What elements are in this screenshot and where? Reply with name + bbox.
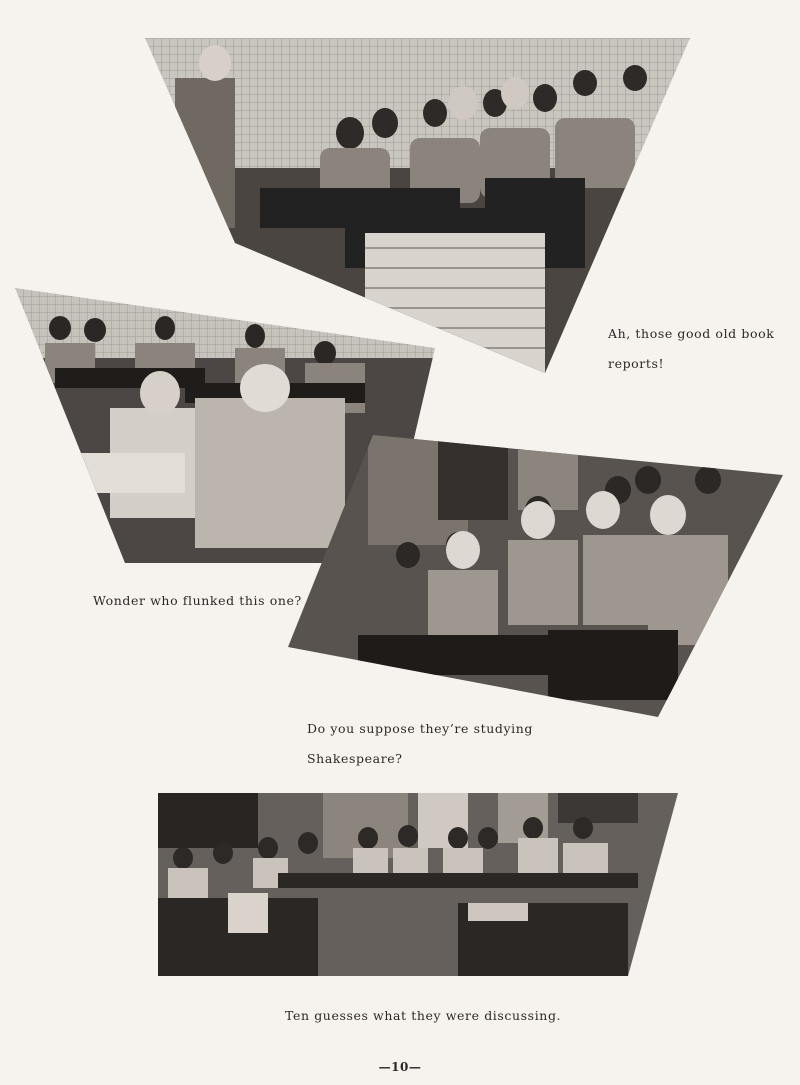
book-reports-caption — [608, 311, 783, 371]
discussion-caption — [285, 993, 585, 1023]
discussion-photo — [158, 793, 678, 978]
caption-line: Ten guesses what they were discussing. — [285, 1008, 562, 1023]
caption-line: Ah, those good old book — [608, 326, 775, 341]
caption-line: Do you suppose they’re studying — [307, 721, 533, 736]
caption-line: Wonder who flunked this one? — [93, 593, 302, 608]
caption-line: reports! — [608, 356, 665, 371]
caption-line: Shakespeare? — [307, 751, 403, 766]
page-number: —10— — [378, 1060, 422, 1074]
shakespeare-caption — [307, 706, 567, 766]
shakespeare-photo — [288, 435, 783, 720]
